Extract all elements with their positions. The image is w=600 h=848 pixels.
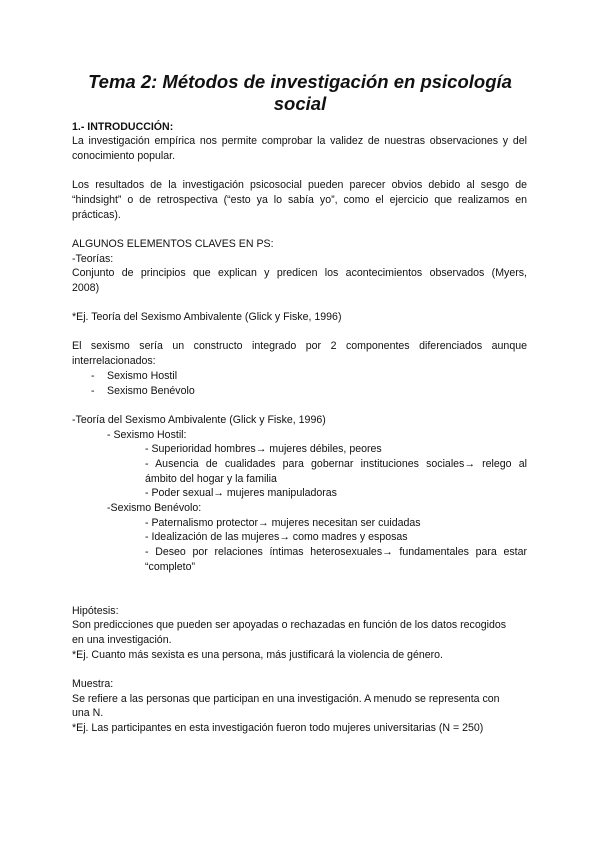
elements-heading: ALGUNOS ELEMENTOS CLAVES EN PS:	[72, 238, 274, 250]
intro-paragraph-2-line-3: prácticas).	[72, 209, 121, 221]
component-item-2: Sexismo Benévolo	[107, 385, 195, 397]
title-line-1: Tema 2: Métodos de investigación en psicología	[88, 71, 512, 92]
teorias-definition-line-1: Conjunto de principios que explican y predicen los acontecimientos observados (Myers,	[72, 267, 527, 279]
hipotesis-label: Hipótesis:	[72, 605, 119, 617]
hipotesis-line-2: en una investigación.	[72, 634, 172, 646]
component-item-1: Sexismo Hostil	[107, 370, 178, 382]
intro-heading: 1.- INTRODUCCIÓN:	[72, 121, 174, 133]
muestra-label: Muestra:	[72, 678, 114, 690]
hostil-item-1: - Superioridad hombres→ mujeres débiles, peores	[145, 443, 382, 455]
teorias-example: *Ej. Teoría del Sexismo Ambivalente (Glick y Fiske, 1996)	[72, 311, 342, 323]
hostil-heading: - Sexismo Hostil:	[107, 429, 187, 441]
benevolo-item-3-line-1: - Deseo por relaciones íntimas heterosexuales→ fundamentales para estar	[145, 546, 527, 558]
title-line-2: social	[273, 93, 327, 114]
muestra-line-2: una N.	[72, 707, 104, 719]
list-bullet: -	[91, 370, 95, 382]
muestra-line-1: Se refiere a las personas que participan en una investigación. A menudo se representa con	[72, 693, 500, 705]
teorias-definition-line-2: 2008)	[72, 282, 100, 294]
theory-heading: -Teoría del Sexismo Ambivalente (Glick y Fiske, 1996)	[72, 414, 326, 426]
teorias-label: -Teorías:	[72, 253, 114, 265]
sexismo-definition-line-1: El sexismo sería un constructo integrado por 2 componentes diferenciados aunque	[72, 340, 527, 352]
sexismo-definition-line-2: interrelacionados:	[72, 355, 156, 367]
intro-paragraph-1-line-2: conocimiento popular.	[72, 150, 176, 162]
hipotesis-example: *Ej. Cuanto más sexista es una persona, más justificará la violencia de género.	[72, 649, 443, 661]
intro-paragraph-2-line-1: Los resultados de la investigación psicosocial pueden parecer obvios debido al sesgo de	[72, 179, 527, 191]
benevolo-heading: -Sexismo Benévolo:	[107, 502, 202, 514]
benevolo-item-1: - Paternalismo protector→ mujeres necesitan ser cuidadas	[145, 517, 421, 529]
intro-paragraph-2-line-2: “hindsight” o de retrospectiva (“esto ya lo sabía yo”, como el ejercicio que realizamos en	[72, 194, 527, 206]
benevolo-item-2: - Idealización de las mujeres→ como madres y esposas	[145, 531, 408, 543]
intro-paragraph-1-line-1: La investigación empírica nos permite comprobar la validez de nuestras observaciones y del	[72, 135, 527, 147]
hostil-item-3: - Poder sexual→ mujeres manipuladoras	[145, 487, 337, 499]
hostil-item-2-line-2: ámbito del hogar y la familia	[145, 473, 277, 485]
hipotesis-line-1: Son predicciones que pueden ser apoyadas o rechazadas en función de los datos recogidos	[72, 619, 507, 631]
muestra-example: *Ej. Las participantes en esta investigación fueron todo mujeres universitarias (N = 250)	[72, 722, 484, 734]
benevolo-item-3-line-2: “completo”	[145, 561, 196, 573]
hostil-item-2-line-1: - Ausencia de cualidades para gobernar instituciones sociales→ relego al	[145, 458, 527, 470]
page-title	[60, 71, 540, 115]
list-bullet: -	[91, 385, 95, 397]
